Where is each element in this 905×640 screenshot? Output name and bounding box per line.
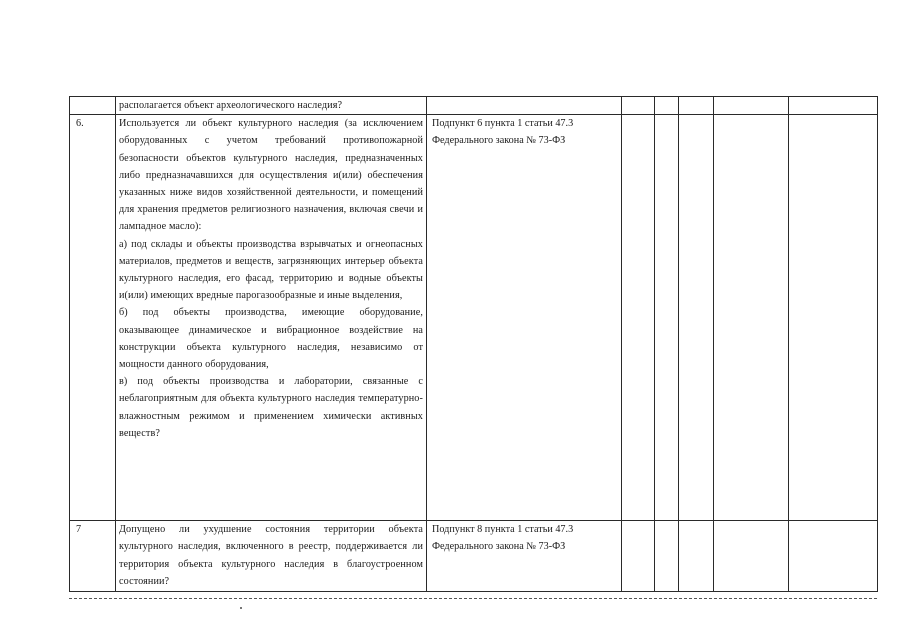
- number-cell: [70, 115, 116, 521]
- row-number: 7: [76, 524, 82, 536]
- scan-artifact-dot: [240, 607, 242, 609]
- answer-cell-comment[interactable]: [789, 521, 878, 592]
- row-number: 6.: [76, 118, 84, 130]
- answer-cell-yes[interactable]: [622, 521, 655, 592]
- legal-reference: Подпункт 8 пункта 1 статьи 47.3 Федерального закона № 73-ФЗ: [432, 524, 574, 553]
- answer-cell-no[interactable]: [655, 115, 679, 521]
- question-text: Допущено ли ухудшение состояния территории объекта культурного наследия, включенного в реестр, поддерживается ли территория объекта культурного наследия в благоустроенном состоянии?: [119, 524, 423, 587]
- answer-cell-note[interactable]: [714, 521, 789, 592]
- number-cell: [70, 521, 116, 592]
- answer-cell-no[interactable]: [655, 521, 679, 592]
- empty-cell: [622, 97, 655, 115]
- scan-artifact-line: [69, 598, 877, 599]
- question-cell: [116, 97, 427, 115]
- legal-reference: Подпункт 6 пункта 1 статьи 47.3 Федерального закона № 73-ФЗ: [432, 118, 574, 147]
- table-row-6: [70, 115, 878, 521]
- table-row-continuation: [70, 97, 878, 115]
- checklist-table: [69, 96, 878, 592]
- empty-cell: [714, 97, 789, 115]
- question-cell: [116, 115, 427, 521]
- reference-cell: [427, 521, 622, 592]
- question-text: располагается объект археологического наследия?: [119, 100, 343, 111]
- question-item-b: б) под объекты производства, имеющие оборудование, оказывающее динамическое и вибрационное воздействие на конструкции объекта культурного наследия, независимо от мощности данного оборудования,: [119, 307, 423, 371]
- question-item-c: в) под объекты производства и лаборатории, связанные с неблагоприятным для объекта культурного наследия температурно-влажностным режимом и применением химически активных веществ?: [119, 376, 423, 439]
- question-intro: Используется ли объект культурного наследия (за исключением оборудованных с учетом требований противопожарной безопасности объектов культурного наследия, предназначенных либо предназначавшихся для осуществления и(или) обеспечения указанных ниже видов хозяйственной деятельности, и помещений для хранения предметов религиозного назначения, включая свечи и лампадное масло):: [119, 118, 423, 233]
- answer-cell-na[interactable]: [679, 521, 714, 592]
- question-item-a: а) под склады и объекты производства взрывчатых и огнеопасных материалов, предметов и веществ, загрязняющих интерьер объекта культурного наследия, его фасад, территорию и водные объекты и(или) имеющих вредные парогазообразные и иные выделения,: [119, 238, 423, 302]
- table-row-7: [70, 521, 878, 592]
- empty-cell: [789, 97, 878, 115]
- answer-cell-na[interactable]: [679, 115, 714, 521]
- answer-cell-note[interactable]: [714, 115, 789, 521]
- number-cell: [70, 97, 116, 115]
- reference-cell: [427, 115, 622, 521]
- answer-cell-comment[interactable]: [789, 115, 878, 521]
- reference-cell: [427, 97, 622, 115]
- question-cell: [116, 521, 427, 592]
- empty-cell: [655, 97, 679, 115]
- answer-cell-yes[interactable]: [622, 115, 655, 521]
- empty-cell: [679, 97, 714, 115]
